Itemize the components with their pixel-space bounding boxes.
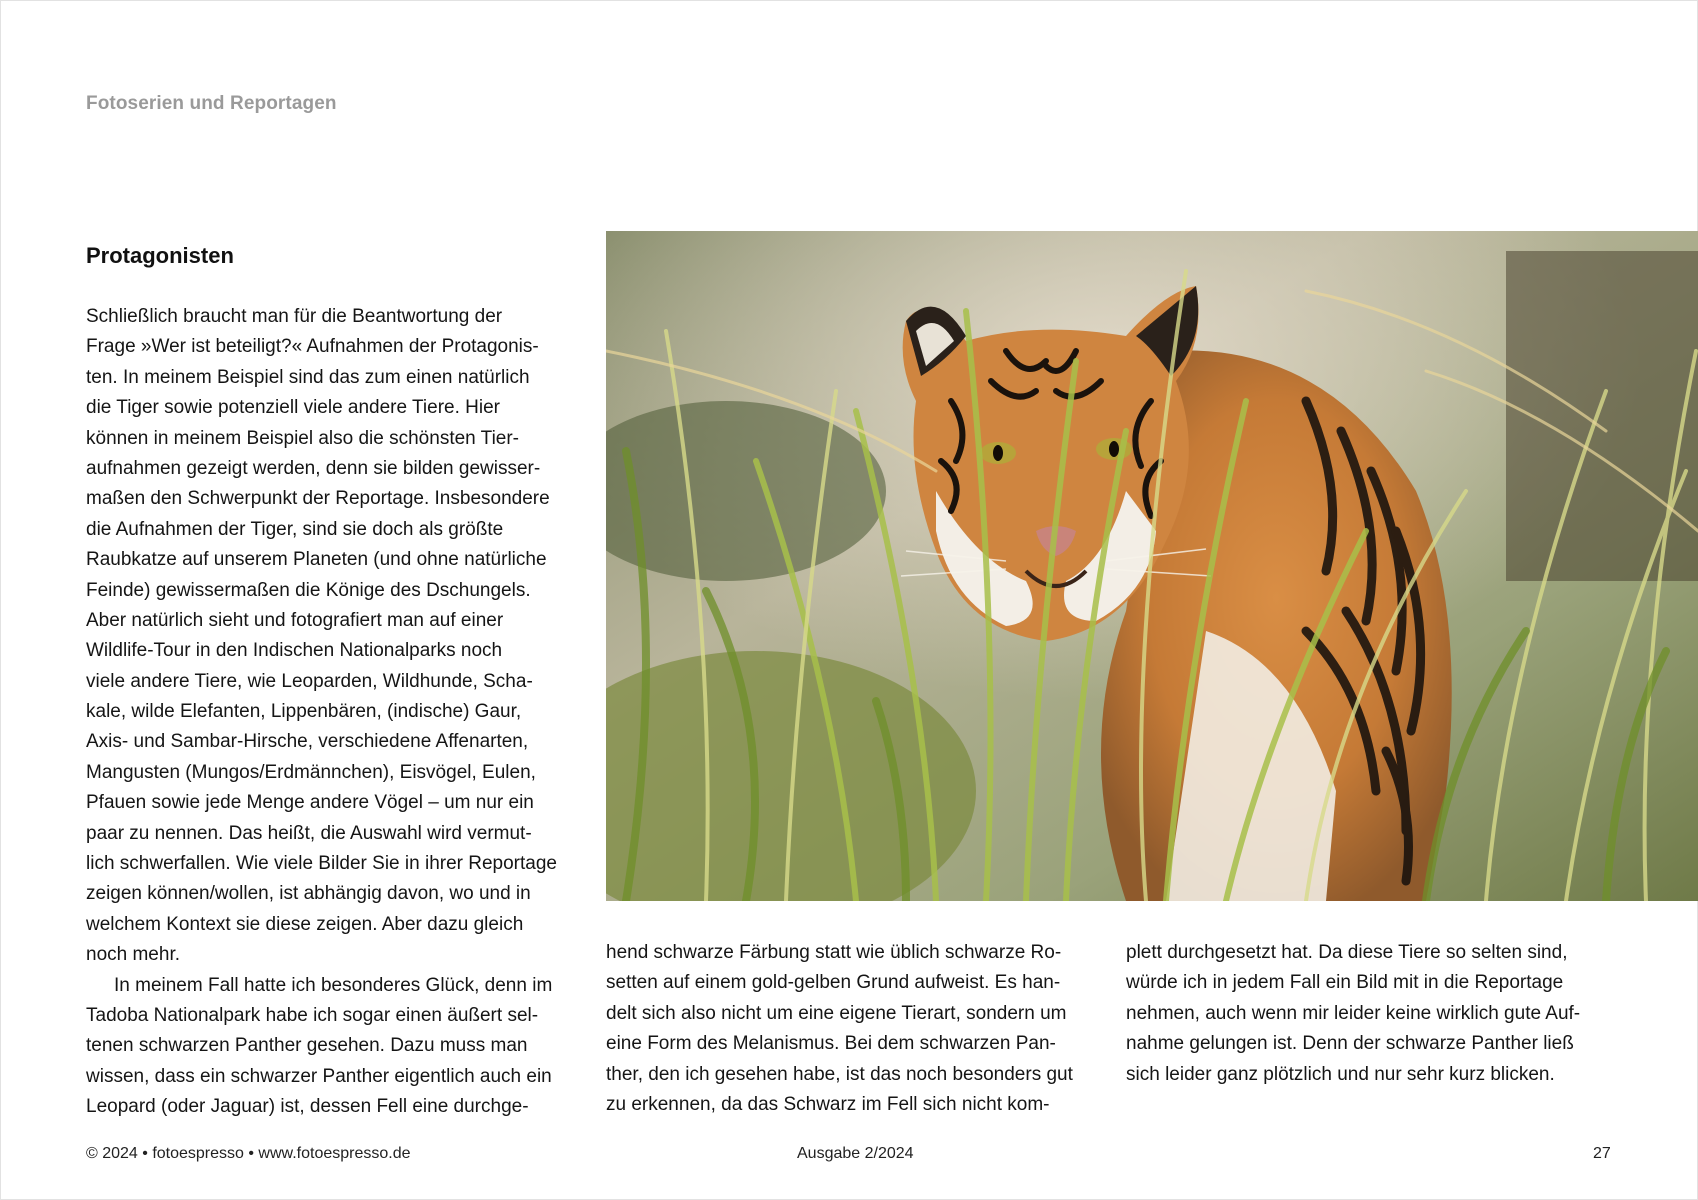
text-line: Schließlich braucht man für die Beantwortung der [86,306,503,327]
text-line: noch mehr. [86,944,180,966]
text-line: setten auf einem gold-gelben Grund aufweist. Es han- [606,972,1061,994]
text-line: Leopard (oder Jaguar) ist, dessen Fell eine durchge- [86,1096,529,1118]
text-column-3 [1126,938,1580,1090]
tiger-photo [606,231,1698,901]
text-line: plett durchgesetzt hat. Da diese Tiere so selten sind, [1126,942,1568,963]
text-line: viele andere Tiere, wie Leoparden, Wildhunde, Scha- [86,670,533,692]
text-line: wissen, dass ein schwarzer Panther eigentlich auch ein [86,1065,552,1087]
text-line: Raubkatze auf unserem Planeten (und ohne natürliche [86,549,547,571]
footer-copyright: © 2024 • fotoespresso • www.fotoespresso.de [86,1145,411,1162]
text-line: zu erkennen, da das Schwarz im Fell sich nicht kom- [606,1093,1050,1115]
page-number: 27 [1593,1145,1611,1162]
section-label: Fotoserien und Reportagen [86,93,337,114]
text-line: aufnahmen gezeigt werden, denn sie bilden gewisser- [86,457,541,479]
text-line: Pfauen sowie jede Menge andere Vögel – um nur ein [86,792,534,814]
text-line: maßen den Schwerpunkt der Reportage. Insbesondere [86,488,550,510]
text-line: würde ich in jedem Fall ein Bild mit in die Reportage [1126,972,1564,994]
text-line: eine Form des Melanismus. Bei dem schwarzen Pan- [606,1033,1056,1055]
text-line: welchem Kontext sie diese zeigen. Aber dazu gleich [86,913,524,935]
text-line: Tadoba Nationalpark habe ich sogar einen äußert sel- [86,1004,539,1026]
text-line: Wildlife-Tour in den Indischen Nationalparks noch [86,640,503,662]
text-line: paar zu nennen. Das heißt, die Auswahl wird vermut- [86,822,532,844]
text-line: lich schwerfallen. Wie viele Bilder Sie in ihrer Reportage [86,853,557,875]
footer-issue: Ausgabe 2/2024 [797,1145,914,1162]
text-line: tenen schwarzen Panther gesehen. Dazu muss man [86,1035,528,1057]
text-line: nehmen, auch wenn mir leider keine wirklich gute Auf- [1126,1002,1581,1024]
text-line: Aber natürlich sieht und fotografiert man auf einer [86,609,504,631]
text-line: ther, den ich gesehen habe, ist das noch besonders gut [606,1063,1073,1085]
text-line: Mangusten (Mungos/Erdmännchen), Eisvögel, Eulen, [86,761,536,783]
text-line: nahme gelungen ist. Denn der schwarze Panther ließ [1126,1033,1574,1055]
text-line: In meinem Fall hatte ich besonderes Glück, denn im [114,974,553,996]
text-line: kale, wilde Elefanten, Lippenbären, (indische) Gaur, [86,701,522,723]
text-line: Feinde) gewissermaßen die Könige des Dschungels. [86,579,531,601]
text-line: Frage »Wer ist beteiligt?« Aufnahmen der Protagonis- [86,336,539,358]
article-heading: Protagonisten [86,243,234,268]
text-column-1 [86,302,557,1123]
text-line: Axis- und Sambar-Hirsche, verschiedene Affenarten, [86,731,529,753]
text-line: delt sich also nicht um eine eigene Tierart, sondern um [606,1002,1067,1024]
text-column-2 [606,938,1073,1120]
text-line: ten. In meinem Beispiel sind das zum einen natürlich [86,366,530,388]
text-line: zeigen können/wollen, ist abhängig davon, wo und in [86,883,531,905]
text-line: hend schwarze Färbung statt wie üblich schwarze Ro- [606,942,1062,963]
text-line: sich leider ganz plötzlich und nur sehr kurz blicken. [1126,1063,1555,1085]
text-line: können in meinem Beispiel also die schönsten Tier- [86,427,520,449]
text-line: die Aufnahmen der Tiger, sind sie doch als größte [86,518,504,540]
text-line: die Tiger sowie potenziell viele andere Tiere. Hier [86,397,500,419]
